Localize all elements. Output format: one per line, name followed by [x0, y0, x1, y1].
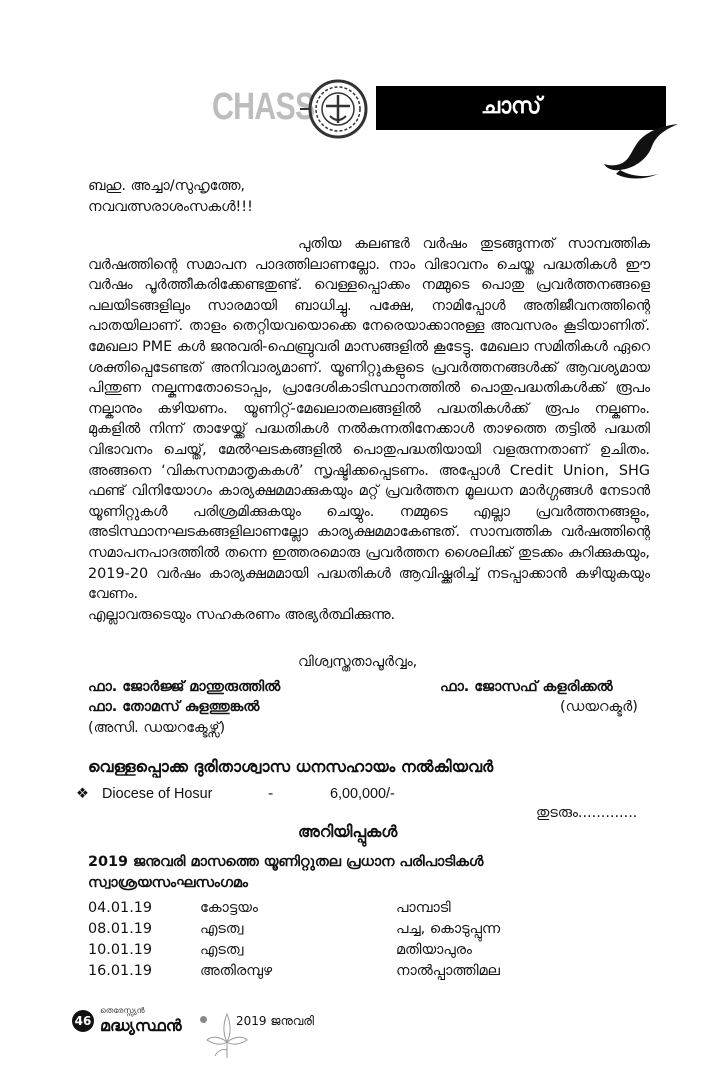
schedule-date: 04.01.19	[88, 900, 153, 916]
section-title: ചാസ്	[481, 94, 542, 119]
chass-emblem-icon	[300, 76, 376, 142]
continued-note: തുടരും.............	[536, 805, 638, 821]
signature-right-role: (ഡയറക്ടർ)	[560, 699, 638, 715]
schedule-unit: പച്ച, കൊടുപ്പുന്ന	[396, 921, 500, 937]
program-name: സ്വാശ്രയസംഘസംഗമം	[88, 875, 248, 891]
schedule-place: കോട്ടയം	[200, 900, 258, 916]
donor-amount: 6,00,000/-	[330, 786, 395, 802]
lily-flower-icon	[205, 1010, 249, 1060]
schedule-date: 08.01.19	[88, 921, 153, 937]
footer-date: 2019 ജനുവരി	[236, 1014, 315, 1028]
schedule-date: 10.01.19	[88, 942, 153, 958]
announcements-heading: അറിയിപ്പുകൾ	[298, 822, 398, 841]
letter-paragraph-1: പുതിയ കലണ്ടർ വർഷം തുടങ്ങുന്നത് സാമ്പത്തിക വർഷത്തിന്റെ സമാപന പാദത്തിലാണല്ലോ. നാം വിഭാവനം ചെയ്ത പദ്ധതികൾ ഈ വർഷം പൂർത്തീകരിക്കേണ്ടതുണ്ട്. വെള്ളപ്പൊക്കം നമ്മുടെ പൊതു പ്രവർത്തനങ്ങളെ പലയിടങ്ങളിലും സാരമായി ബാധിച്ചു. പക്ഷേ, നാമിപ്പോൾ അതിജീവനത്തിന്റെ പാതയിലാണ്. താളം തെറ്റിയവയൊക്കെ നേരെയാക്കാനുള്ള അവസരം കൂടിയാണിത്. മേഖലാ PME കൾ ജനുവരി-ഫെബ്രുവരി മാസങ്ങളിൽ കൂടേട്ടു. മേഖലാ സമിതികൾ ഏറെ ശക്തിപ്പെടേണ്ടത് അനിവാര്യമാണ്. യൂണിറ്റുകളുടെ പ്രവർത്തനങ്ങൾക്ക് ആവശ്യമായ പിന്തുണ നല്കുന്നതോടൊപ്പം, പ്രാദേശികാടിസ്ഥാനത്തിൽ പൊതുപദ്ധതികൾക്ക് രൂപം നല്കാനും കഴിയണം. യൂണിറ്റ്-മേഖലാതലങ്ങളിൽ പദ്ധതികൾക്ക് രൂപം നല്കണം. മുകളിൽ നിന്ന് താഴേയ്ക്ക് പദ്ധതികൾ നൽകുന്നതിനേക്കാൾ താഴത്തെ തട്ടിൽ പദ്ധതി വിഭാവനം ചെയ്ത്, മേൽഘടകങ്ങളിൽ പൊതുപദ്ധതിയായി വളരുന്നതാണ് ഉചിതം. അങ്ങനെ ‘വികസനമാതൃകകൾ’ സൃഷ്ടിക്കപ്പെടണം. അപ്പോൾ Credit Union, SHG ഫണ്ട് വിനിയോഗം കാര്യക്ഷമമാക്കുകയും മറ്റ് പ്രവർത്തന മൂലധന മാർഗ്ഗങ്ങൾ നേടാൻ യൂണിറ്റുകൾ പരിശ്രമിക്കുകയും ചെയ്യും. നമ്മുടെ എല്ലാ പ്രവർത്തനങ്ങളും, അടിസ്ഥാനഘടകങ്ങളിലാണല്ലോ കാര്യക്ഷമമാകേണ്ടത്. സാമ്പത്തിക വർഷത്തിന്റെ സമാപനപാദത്തിൽ തന്നെ ഇത്തരമൊരു പ്രവർത്തന ശൈലിക്ക് തുടക്കം കുറിക്കുകയും, 2019-20 വർഷം കാര്യക്ഷമമായി പദ്ധതികൾ ആവിഷ്ക്കരിച്ച് നടപ്പാക്കാൻ കഴിയുകയും വേണം.	[88, 236, 650, 603]
chass-wordmark: CHASS	[212, 86, 315, 128]
schedule-unit: മതിയാപുരം	[396, 942, 472, 958]
bullet-icon: ❖	[76, 786, 89, 802]
signature-right-1: ഫാ. ജോസഫ് കളരിക്കൽ	[440, 679, 613, 695]
salutation-line-2: നവവത്സരാശംസകൾ!!!	[88, 199, 253, 215]
schedule-place: എടത്വ	[200, 942, 244, 958]
flood-relief-heading: വെള്ളപ്പൊക്ക ദുരിതാശ്വാസ ധനസഹായം നൽകിയവർ	[88, 757, 494, 776]
letter-closing: വിശ്വസ്തതാപൂർവ്വം,	[298, 654, 418, 670]
schedule-place: എടത്വ	[200, 921, 244, 937]
magazine-subtitle: തെരേസ്സ്യൻ	[100, 1006, 145, 1015]
salutation-line-1: ബഹു. അച്ചാ/സുഹൃത്തേ,	[88, 178, 245, 194]
letter-body	[88, 234, 650, 625]
schedule-place: അതിരമ്പുഴ	[200, 963, 273, 979]
donor-dash: -	[268, 786, 274, 802]
schedule-date: 16.01.19	[88, 963, 153, 979]
signature-left-2: ഫാ. തോമസ് കുളത്തുങ്കൽ	[88, 699, 260, 715]
letter-paragraph-2: എല്ലാവരുടെയും സഹകരണം അഭ്യർത്ഥിക്കുന്നു.	[88, 606, 396, 623]
schedule-unit: നാൽപ്പാത്തിമല	[396, 963, 500, 979]
signature-left-role: (അസി. ഡയറക്ടേഴ്സ്)	[88, 720, 226, 736]
decorative-swirl-icon	[560, 118, 680, 182]
donor-name: Diocese of Hosur	[102, 786, 213, 802]
page-number: 46	[72, 1010, 94, 1032]
announcements-subheading: 2019 ജനുവരി മാസത്തെ യൂണിറ്റുതല പ്രധാന പരിപാടികൾ	[88, 854, 484, 870]
schedule-unit: പാമ്പാടി	[396, 900, 451, 916]
magazine-name: മദ്ധ്യസ്ഥൻ	[100, 1016, 182, 1035]
signature-left-1: ഫാ. ജോർജ്ജ് മാന്തുരുത്തിൽ	[88, 679, 281, 695]
